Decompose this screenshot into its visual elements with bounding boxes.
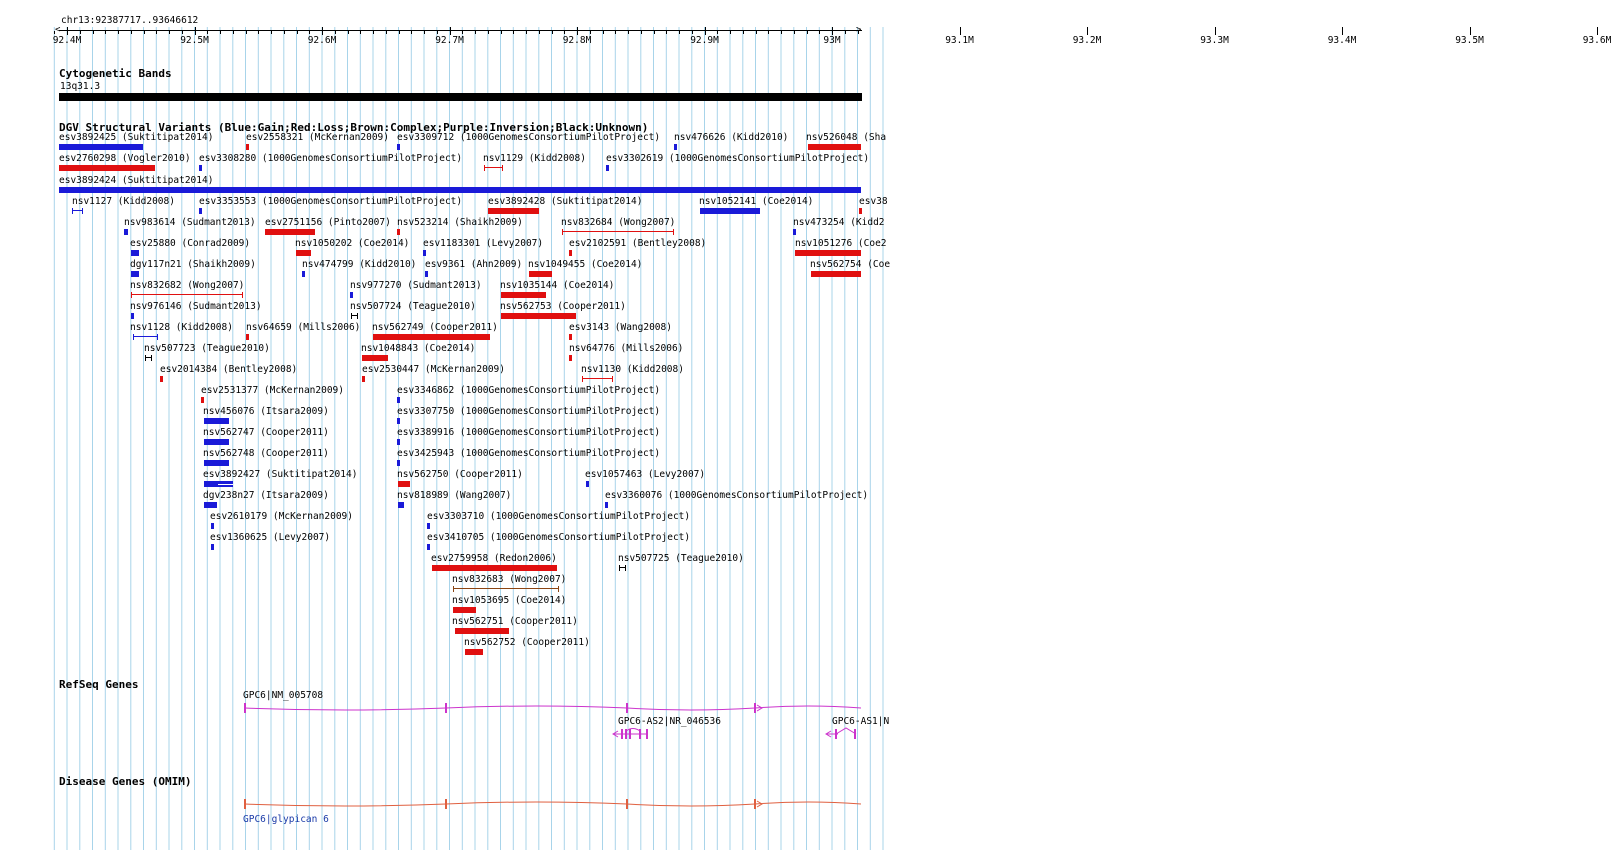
gene-intron[interactable] (836, 728, 856, 734)
variant-label[interactable]: nsv562747 (Cooper2011) (203, 427, 329, 438)
variant-label[interactable]: nsv523214 (Shaikh2009) (397, 217, 523, 228)
variant-label[interactable]: esv2751156 (Pinto2007) (265, 217, 391, 228)
ruler-major-tick (960, 27, 961, 35)
variant-label[interactable]: nsv818989 (Wang2007) (397, 490, 512, 501)
variant-label[interactable]: nsv832682 (Wong2007) (130, 280, 245, 291)
variant-label[interactable]: nsv1053695 (Coe2014) (452, 595, 567, 606)
variant-label[interactable]: esv1057463 (Levy2007) (585, 469, 706, 480)
variant-label[interactable]: esv3307750 (1000GenomesConsortiumPilotProject) (397, 406, 661, 417)
variant-label[interactable]: nsv476626 (Kidd2010) (674, 132, 789, 143)
variant-label[interactable]: esv3389916 (1000GenomesConsortiumPilotProject) (397, 427, 661, 438)
variant-label[interactable]: nsv562753 (Cooper2011) (500, 301, 626, 312)
variant-label[interactable]: nsv562749 (Cooper2011) (372, 322, 498, 333)
variant-label[interactable]: esv2760298 (Vogler2010) (59, 153, 191, 164)
ruler-right-arrow: > (856, 25, 862, 35)
variant-label[interactable]: esv3892425 (Suktitipat2014) (59, 132, 214, 143)
variant-label[interactable]: nsv474799 (Kidd2010) (302, 259, 417, 270)
variant-label[interactable]: nsv64659 (Mills2006) (246, 322, 361, 333)
variant-label[interactable]: nsv1048843 (Coe2014) (361, 343, 476, 354)
gene-label[interactable]: GPC6|glypican 6 (243, 814, 329, 825)
ruler-label: 92.5M (180, 35, 209, 46)
ruler-left-arrow: < (55, 25, 61, 35)
variant-label[interactable]: nsv562748 (Cooper2011) (203, 448, 329, 459)
variant-label[interactable]: nsv1128 (Kidd2008) (130, 322, 233, 333)
ruler-label: 92.7M (435, 35, 464, 46)
ruler-label: 93.4M (1327, 35, 1357, 46)
variant-label[interactable]: nsv526048 (Sha (806, 132, 887, 143)
variant-label[interactable]: nsv456076 (Itsara2009) (203, 406, 329, 417)
variant-label[interactable]: nsv562750 (Cooper2011) (397, 469, 523, 480)
ruler-label: 93.3M (1200, 35, 1229, 46)
ruler-label: 93.2M (1072, 35, 1102, 46)
variant-label[interactable]: esv2530447 (McKernan2009) (362, 364, 505, 375)
variant-label[interactable]: esv3892427 (Suktitipat2014) (203, 469, 358, 480)
variant-label[interactable]: nsv832683 (Wong2007) (452, 574, 567, 585)
variant-label[interactable]: esv38 (859, 196, 888, 207)
variant-label[interactable]: esv9361 (Ahn2009) (425, 259, 523, 270)
variant-label[interactable]: esv2102591 (Bentley2008) (569, 238, 707, 249)
gene-label[interactable]: GPC6-AS1|N (832, 716, 890, 727)
gene-intron[interactable] (245, 802, 861, 806)
variant-label[interactable]: esv3892428 (Suktitipat2014) (488, 196, 643, 207)
ruler-major-tick (1215, 27, 1216, 35)
variant-label[interactable]: nsv562751 (Cooper2011) (452, 616, 578, 627)
ruler-label: 92.8M (562, 35, 592, 46)
position-label: chr13:92387717..93646612 (61, 15, 199, 26)
variant-label[interactable]: dgv117n21 (Shaikh2009) (130, 259, 256, 270)
variant-label[interactable]: esv3410705 (1000GenomesConsortiumPilotProject) (427, 532, 691, 543)
variant-label[interactable]: esv3360076 (1000GenomesConsortiumPilotProject) (605, 490, 869, 501)
ruler-major-tick (1470, 27, 1471, 35)
track-title-refseq: RefSeq Genes (59, 678, 139, 691)
ruler-label: 93M (823, 35, 841, 46)
variant-label[interactable]: esv3143 (Wang2008) (569, 322, 672, 333)
variant-label[interactable]: esv3302619 (1000GenomesConsortiumPilotProject) (606, 153, 870, 164)
variant-label[interactable]: nsv1035144 (Coe2014) (500, 280, 615, 291)
variant-label[interactable]: esv1360625 (Levy2007) (210, 532, 331, 543)
variant-label[interactable]: esv3353553 (1000GenomesConsortiumPilotProject) (199, 196, 463, 207)
gene-intron[interactable] (245, 706, 861, 710)
gene-label[interactable]: GPC6|NM_005708 (243, 690, 324, 701)
variant-label[interactable]: esv2759958 (Redon2006) (431, 553, 557, 564)
variant-label[interactable]: nsv1049455 (Coe2014) (528, 259, 643, 270)
variant-label[interactable]: nsv1050202 (Coe2014) (295, 238, 410, 249)
cytoband-label: 13q31.3 (60, 81, 101, 92)
ruler-major-tick (1342, 27, 1343, 35)
ruler-label: 92.9M (690, 35, 719, 46)
variant-label[interactable]: esv2531377 (McKernan2009) (201, 385, 344, 396)
variant-label[interactable]: nsv507725 (Teague2010) (618, 553, 744, 564)
variant-label[interactable]: esv25880 (Conrad2009) (130, 238, 251, 249)
gene-label[interactable]: GPC6-AS2|NR_046536 (618, 716, 721, 727)
variant-label[interactable]: nsv562752 (Cooper2011) (464, 637, 590, 648)
ruler-label: 93.5M (1455, 35, 1484, 46)
variant-label[interactable]: esv2610179 (McKernan2009) (210, 511, 353, 522)
variant-label[interactable]: nsv1127 (Kidd2008) (72, 196, 175, 207)
ruler-label: 93.6M (1582, 35, 1611, 46)
variant-label[interactable]: esv3309712 (1000GenomesConsortiumPilotProject) (397, 132, 661, 143)
variant-label[interactable]: nsv507724 (Teague2010) (350, 301, 476, 312)
variant-label[interactable]: nsv1052141 (Coe2014) (699, 196, 814, 207)
track-title-omim: Disease Genes (OMIM) (59, 775, 192, 788)
track-title-cytoband: Cytogenetic Bands (59, 67, 172, 80)
ruler-major-tick (1597, 27, 1598, 35)
ruler-label: 93.1M (945, 35, 974, 46)
variant-label[interactable]: esv3303710 (1000GenomesConsortiumPilotProject) (427, 511, 691, 522)
variant-label[interactable]: esv1183301 (Levy2007) (423, 238, 544, 249)
variant-label[interactable]: nsv832684 (Wong2007) (561, 217, 676, 228)
ruler-label: 92.4M (52, 35, 82, 46)
variant-label[interactable]: nsv1051276 (Coe2 (795, 238, 887, 249)
variant-label[interactable]: esv3425943 (1000GenomesConsortiumPilotProject) (397, 448, 661, 459)
variant-label[interactable]: nsv64776 (Mills2006) (569, 343, 684, 354)
variant-label[interactable]: esv3308280 (1000GenomesConsortiumPilotProject) (199, 153, 463, 164)
variant-label[interactable]: esv2014384 (Bentley2008) (160, 364, 298, 375)
variant-label[interactable]: nsv983614 (Sudmant2013) (124, 217, 256, 228)
ruler-label: 92.6M (307, 35, 337, 46)
variant-label[interactable]: esv3346862 (1000GenomesConsortiumPilotProject) (397, 385, 661, 396)
variant-label[interactable]: nsv976146 (Sudmant2013) (130, 301, 262, 312)
variant-label[interactable]: nsv473254 (Kidd2 (793, 217, 885, 228)
variant-label[interactable]: esv2558321 (McKernan2009) (246, 132, 389, 143)
ruler-major-tick (1087, 27, 1088, 35)
variant-label[interactable]: nsv977270 (Sudmant2013) (350, 280, 482, 291)
gene-intron[interactable] (626, 729, 640, 732)
variant-label[interactable]: nsv507723 (Teague2010) (144, 343, 270, 354)
variant-label[interactable]: nsv562754 (Coe (810, 259, 891, 270)
variant-label[interactable]: nsv1129 (Kidd2008) (483, 153, 586, 164)
variant-label[interactable]: nsv1130 (Kidd2008) (581, 364, 684, 375)
variant-label[interactable]: dgv238n27 (Itsara2009) (203, 490, 329, 501)
variant-label[interactable]: esv3892424 (Suktitipat2014) (59, 175, 214, 186)
track-title-dgv: DGV Structural Variants (Blue:Gain;Red:Loss;Brown:Complex;Purple:Inversion;Black:Unknown) (59, 121, 649, 134)
